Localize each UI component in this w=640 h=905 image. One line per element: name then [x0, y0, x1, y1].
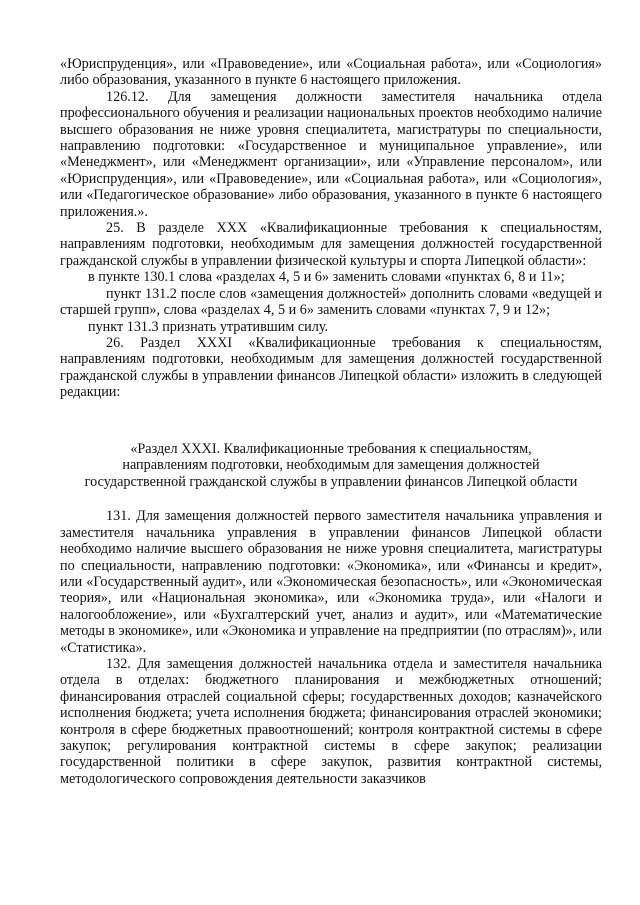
paragraph-130-1-amendment: в пункте 130.1 слова «разделах 4, 5 и 6» заменить словами «пунктах 6, 8 и 11»;	[88, 269, 565, 286]
section-heading-line: государственной гражданской службы в управлении финансов Липецкой области	[84, 473, 578, 490]
paragraph-131-2-amendment: пункт 131.2 после слов «замещения должностей» дополнить словами «ведущей и старшей групп», слова «разделах 4, 5 и 6» заменить словами «пунктах 7, 9 и 12»;	[60, 285, 602, 319]
paragraph-132: 132. Для замещения должностей начальника отдела и заместителя начальника отдела в отделах: бюджетного планирования и межбюджетных отношений; финансирования отраслей социальной сферы; государственных доходов; казначейского исполнения бюджета; учета исполнения бюджета; финансирования отраслей экономики; контроля в сфере бюджетных правоотношений; контроля контрактной системы в сфере закупок; регулирования контрактной системы в сфере закупок; реализации государственной политики в сфере закупок, развития контрактной системы, методологического сопровождения деятельности заказчиков	[60, 655, 602, 787]
paragraph-continuation: «Юриспруденция», или «Правоведение», или «Социальная работа», или «Социология» либо образования, указанного в пункте 6 настоящего приложения.	[60, 56, 602, 89]
paragraph-26: 26. Раздел XXXI «Квалификационные требования к специальностям, направлениям подготовки, необходимым для замещения должностей государственной гражданской службы в управлении финансов Липецкой области» изложить в следующей редакции:	[60, 334, 602, 401]
section-heading-line: «Раздел XXXI. Квалификационные требования к специальностям,	[130, 440, 532, 457]
section-heading	[60, 441, 602, 491]
section-heading-line: направлениям подготовки, необходимым для замещения должностей	[122, 457, 540, 474]
paragraph-25: 25. В разделе XXX «Квалификационные требования к специальностям, направлениям подготовки, необходимым для замещения должностей государственной гражданской службы в управлении физической культуры и спорта Липецкой области»:	[60, 220, 602, 269]
paragraph-131-3-amendment: пункт 131.3 признать утратившим силу.	[88, 318, 329, 335]
paragraph-126-12: 126.12. Для замещения должности заместителя начальника отдела профессионального обучения и реализации национальных проектов необходимо наличие высшего образования не ниже уровня специалитета, магистратуры по специальности, направлению подготовки: «Государственное и муниципальное управление», или «Менеджмент», или «Менеджмент организации», или «Управление персоналом», или «Юриспруденция», или «Правоведение», или «Социальная работа», или «Социология», или «Педагогическое образование» либо образования, указанного в пункте 6 настоящего приложения.».	[60, 88, 602, 220]
paragraph-131: 131. Для замещения должностей первого заместителя начальника управления и заместителя начальника управления в управлении финансов Липецкой области необходимо наличие высшего образования не ниже уровня специалитета, магистратуры по специальности, направлению подготовки: «Экономика», или «Финансы и кредит», или «Государственный аудит», или «Экономическая безопасность», или «Экономическая теория», или «Национальная экономика», или «Экономика труда», или «Налоги и налогообложение», или «Бухгалтерский учет, анализ и аудит», или «Математические методы в экономике», или «Экономика и управление на предприятии (по отраслям)», или «Статистика».	[60, 508, 602, 656]
